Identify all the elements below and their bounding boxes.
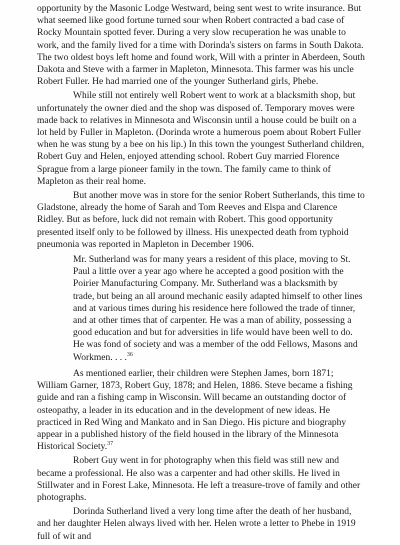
paragraph-photography: Robert Guy went in for photography when this field was still new and became a professional. He also was a carpenter and had other skills. He lived in Stillwater and in Forest Lake, Minnesota. He left a treasure-trove of family and other photographs.: [37, 456, 361, 503]
quote-line: Mr. Sutherland was for many years a resident of this place, moving to St.: [73, 255, 351, 266]
quote-line-text: Workmen. . . .: [73, 352, 127, 363]
quote-line-last: [73, 352, 357, 364]
paragraph-blacksmith-shop: While still not entirely well Robert went to work at a blacksmith shop, but unfortunately the owner died and the shop was disposed of. Temporary moves were made back to relatives in Minnesota and Wisconsin until a house could be built on a lot held by Fuller in Mapleton. (Dorinda wrote a humerous poem about Robert Fuller when he was stung by a bee on his lip.) In this town the youngest Sutherland children, Robert Guy and Helen, enjoyed attending school. Robert Guy married Florence Sprague from a large pioneer family in the town. The family came to think of Mapleton as their real home.: [37, 91, 365, 187]
paragraph-dorinda: Dorinda Sutherland lived a very long time after the death of her husband, and her daughter Helen always lived with her. Helen wrote a letter to Phebe in 1919 full of wit and: [37, 507, 356, 542]
paragraph-children: [37, 368, 365, 453]
footnote-marker: 36: [126, 351, 133, 358]
obituary-block-quote: [73, 254, 363, 364]
quote-line: trade, but being an all around mechanic easily adapted himself to other lines: [73, 291, 363, 302]
quote-line: good education and but for adversities in life would have been well to do.: [73, 328, 353, 339]
quote-line: and at other times that of carpenter. He was a man of ability, possessing a: [73, 316, 352, 327]
paragraph-opening: opportunity by the Masonic Lodge Westward, being sent west to write insurance. But what seemed like good fortune turned sour when Robert contracted a bad case of Rocky Mountain spotted fever. During a very slow recuperation he was unable to work, and the family lived for a time with Dorinda's sisters on farms in South Dakota. The two oldest boys left home and found work, Will with a printer in Aberdeen, South Dakota and Steve with a farmer in Mapleton, Minnesota. This farmer was his uncle Robert Fuller. He had married one of the younger Sutherland girls, Phebe.: [37, 4, 365, 88]
document-body: [37, 3, 365, 545]
paragraph-gladstone-move: But another move was in store for the senior Robert Sutherlands, this time to Gladstone, already the home of Sarah and Tom Reeves and Elspa and Clarence Ridley. But as before, luck did not remain with Robert. This good opportunity presented itself only to be followed by illness. His unexpected death from typhoid pneumonia was reported in Mapleton in December 1906.: [37, 191, 365, 250]
quote-line: He was fond of society and was a member of the odd Fellows, Masons and: [73, 340, 358, 351]
quote-line: Poirier Manufacturing Company. Mr. Sutherland was a blacksmith by: [73, 279, 338, 290]
footnote-marker: 37: [107, 440, 114, 447]
quote-line: Paul a little over a year ago where he accepted a good position with the: [73, 267, 344, 278]
paragraph-children-text: As mentioned earlier, their children were Stephen James, born 1871; William Garner, 1873, Robert Guy, 1878; and Helen, 1886. Steve became a fishing guide and ran a fishing camp in Wisconsin. Will became an outstanding doctor of osteopathy, a leader in its education and in the development of new ideas. He practiced in Red Wing and Mankato and in San Diego. His picture and biography appear in a published history of the field housed in the library of the Minnesota Historical Society.: [37, 368, 353, 453]
quote-line: and at various times during his residence here followed the trade of tinner,: [73, 303, 356, 314]
